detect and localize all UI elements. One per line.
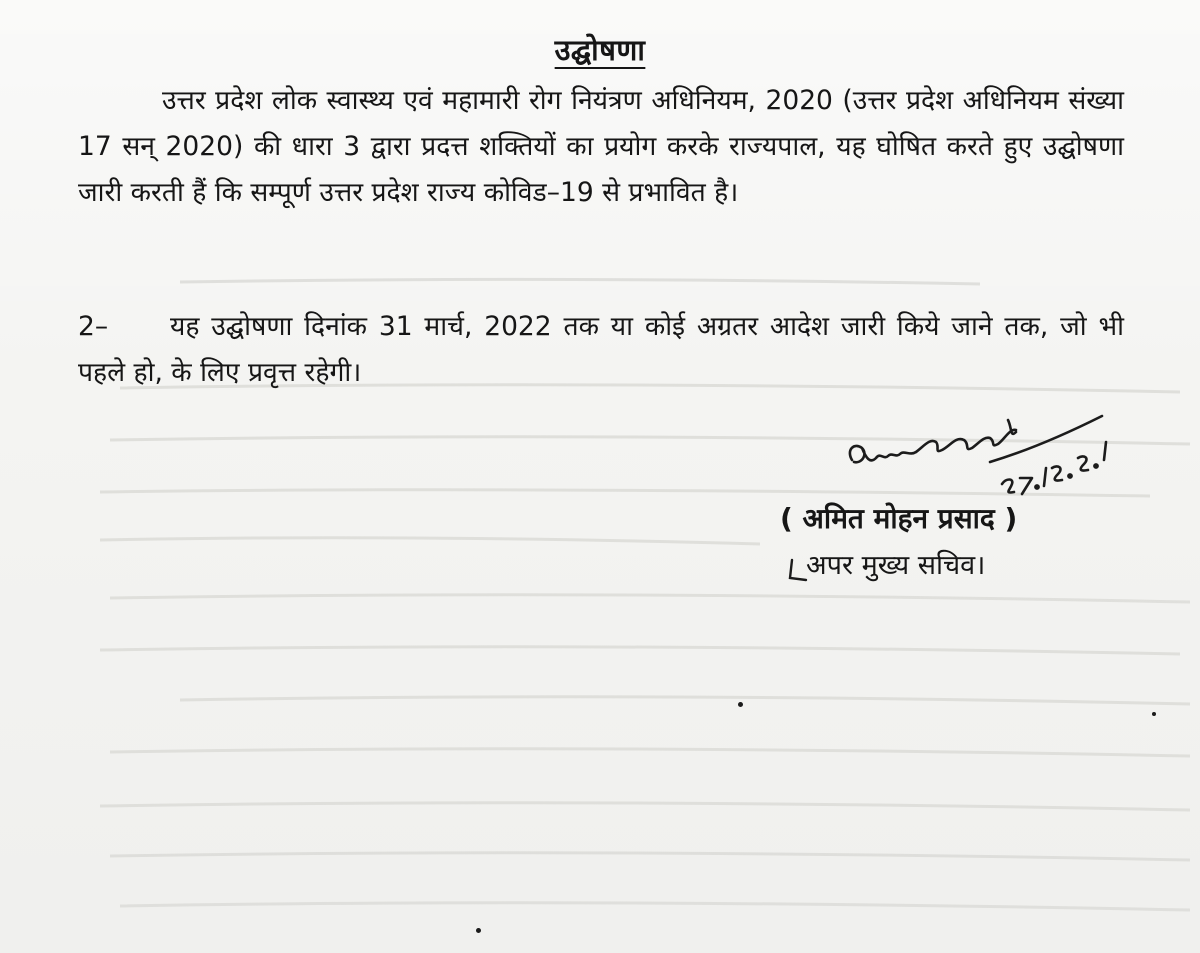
ink-speck bbox=[476, 928, 481, 933]
signatory-name: ( अमित मोहन प्रसाद ) bbox=[780, 502, 1018, 535]
signatory-designation: अपर मुख्य सचिव। bbox=[806, 550, 986, 581]
handwritten-signature bbox=[840, 402, 1130, 502]
paragraph-2-text: यह उद्घोषणा दिनांक 31 मार्च, 2022 तक या कोई अग्रतर आदेश जारी किये जाने तक, जो भी पहले हो, के लिए प्रवृत्त रहेगी। bbox=[78, 311, 1124, 388]
ink-speck bbox=[738, 702, 743, 707]
document-title bbox=[0, 30, 1200, 69]
proclamation-paragraph-2 bbox=[78, 304, 1124, 396]
document-title-text: उद्घोषणा bbox=[554, 33, 646, 67]
proclamation-paragraph-1: उत्तर प्रदेश लोक स्वास्थ्य एवं महामारी रोग नियंत्रण अधिनियम, 2020 (उत्तर प्रदेश अधिनियम संख्या 17 सन् 2020) की धारा 3 द्वारा प्रदत्त शक्तियों का प्रयोग करके राज्यपाल, यह घोषित करते हुए उद्घोषणा जारी करती हैं कि सम्पूर्ण उत्तर प्रदेश राज्य कोविड–19 से प्रभावित है। bbox=[78, 85, 1124, 208]
ink-speck bbox=[1152, 712, 1156, 716]
paragraph-number: 2– bbox=[78, 311, 109, 342]
